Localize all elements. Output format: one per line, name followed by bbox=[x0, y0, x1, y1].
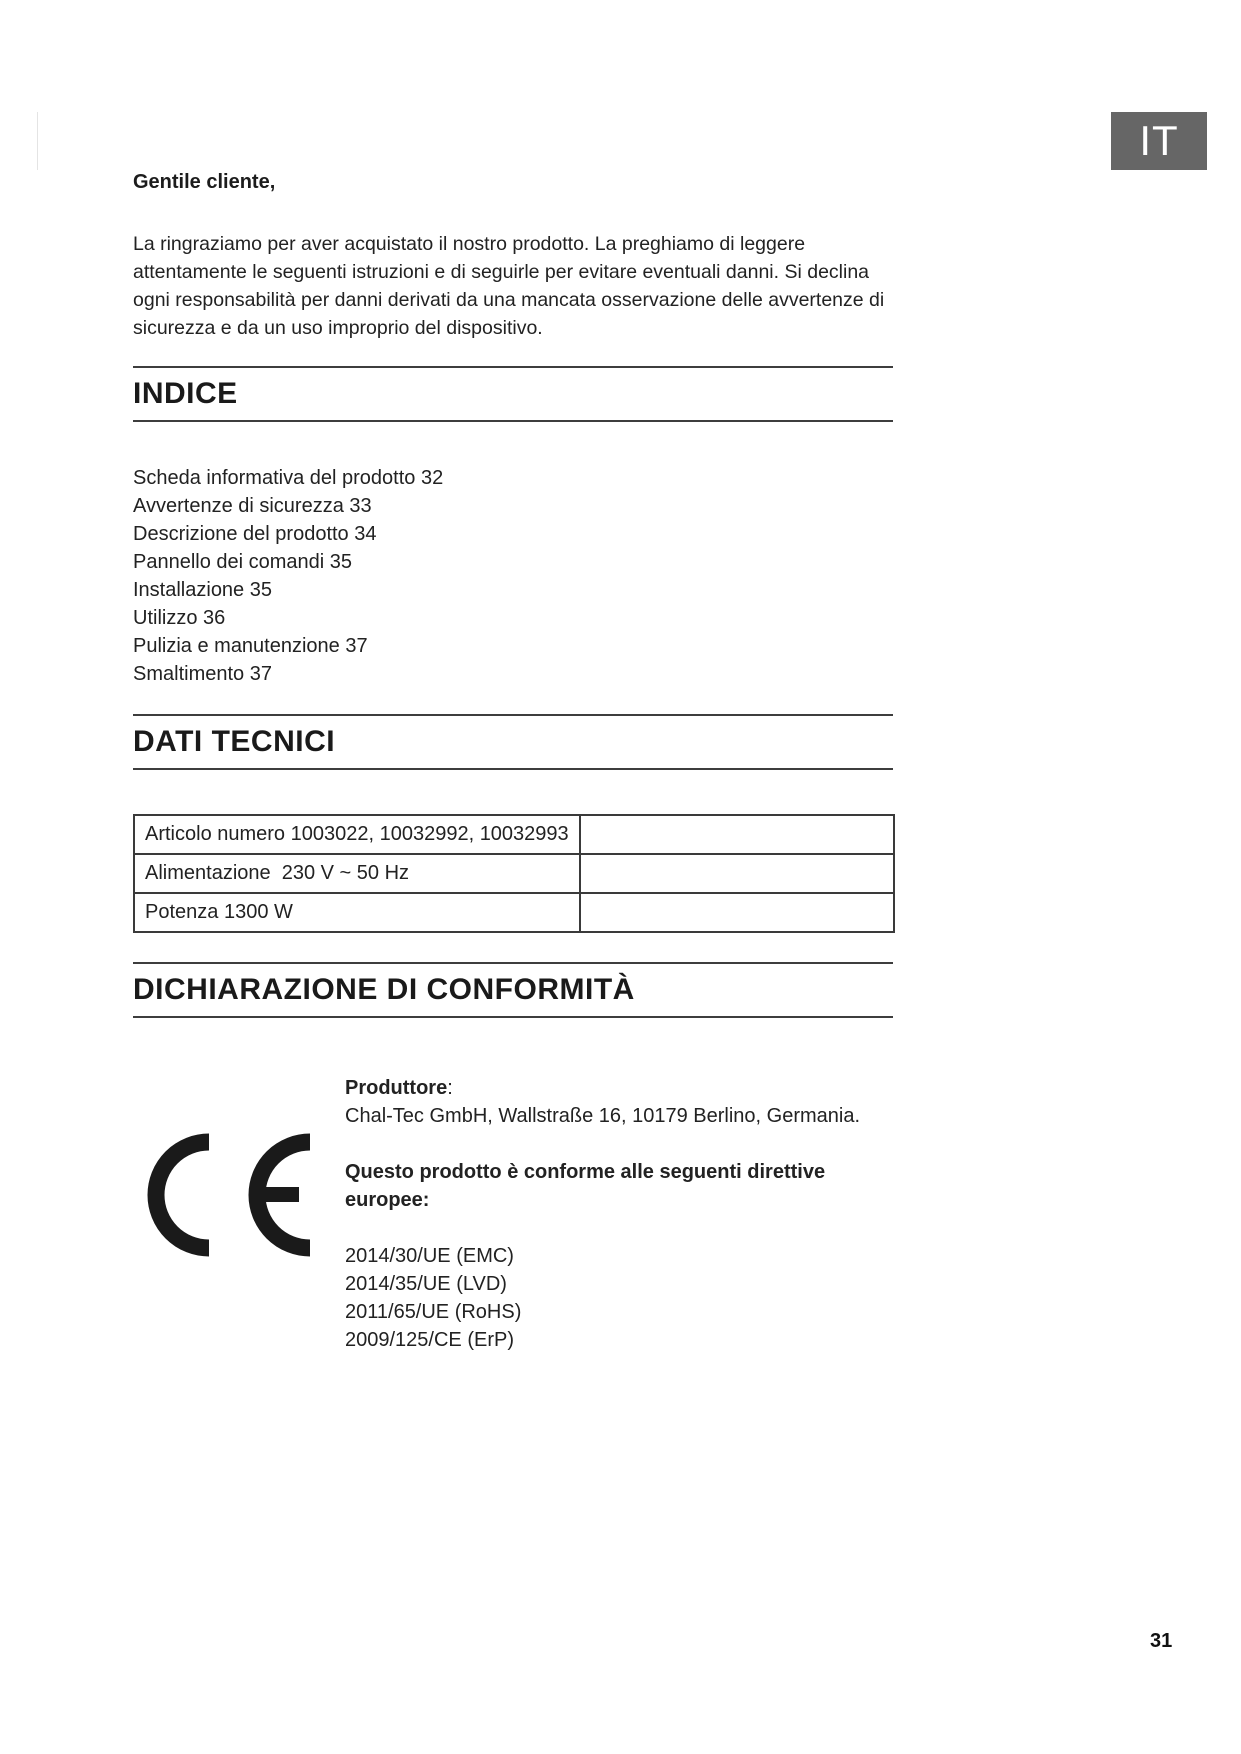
intro-paragraph: La ringraziamo per aver acquistato il nostro prodotto. La preghiamo di leggere attentamente le seguenti istruzioni e di seguirle per evitare eventuali danni. Si declina ogni responsabilità per danni derivati da una mancata osservazione delle avvertenze di sicurezza e da un uso improprio del dispositivo. bbox=[133, 233, 885, 339]
conformity-header bbox=[133, 962, 893, 1018]
toc-item: Installazione 35 bbox=[133, 579, 272, 601]
table-row bbox=[134, 815, 894, 854]
technical-data-table bbox=[133, 814, 895, 933]
conformity-title: DICHIARAZIONE DI CONFORMITÀ bbox=[133, 973, 635, 1006]
directive-item: 2014/35/UE (LVD) bbox=[345, 1273, 507, 1295]
toc-item: Descrizione del prodotto 34 bbox=[133, 523, 377, 545]
toc-item: Scheda informativa del prodotto 32 bbox=[133, 467, 444, 489]
toc-item: Avvertenze di sicurezza 33 bbox=[133, 495, 372, 517]
table-cell bbox=[134, 815, 580, 854]
table-row bbox=[134, 854, 894, 893]
toc-item: Pulizia e manutenzione 37 bbox=[133, 635, 368, 657]
greeting: Gentile cliente, bbox=[133, 171, 276, 193]
page-number: 31 bbox=[1150, 1630, 1173, 1652]
producer-line bbox=[345, 1074, 905, 1102]
margin-rule bbox=[37, 112, 38, 170]
index-title: INDICE bbox=[133, 377, 238, 410]
producer-address: Chal-Tec GmbH, Wallstraße 16, 10179 Berlino, Germania. bbox=[345, 1105, 861, 1127]
ce-mark-icon bbox=[145, 1130, 320, 1260]
directive-item: 2011/65/UE (RoHS) bbox=[345, 1301, 522, 1323]
directive-item: 2009/125/CE (ErP) bbox=[345, 1329, 514, 1351]
index-header bbox=[133, 366, 893, 422]
toc-item: Utilizzo 36 bbox=[133, 607, 226, 629]
directive-item: 2014/30/UE (EMC) bbox=[345, 1245, 514, 1267]
table-cell: Alimentazione 230 V ~ 50 Hz bbox=[134, 854, 580, 893]
table-cell-text: Articolo numero 1003022, 10032992, 10032993 bbox=[145, 823, 569, 845]
table-cell: Potenza 1300 W bbox=[134, 893, 580, 932]
language-tab: IT bbox=[1111, 112, 1207, 170]
directives-intro: Questo prodotto è conforme alle seguenti direttive bbox=[345, 1161, 826, 1183]
technical-data-title: DATI TECNICI bbox=[133, 725, 336, 758]
table-cell bbox=[580, 815, 894, 854]
table-of-contents bbox=[133, 464, 443, 688]
directives-intro-cont: europee: bbox=[345, 1189, 430, 1211]
conformity-details bbox=[345, 1074, 905, 1354]
producer-colon: : bbox=[447, 1077, 453, 1099]
table-cell bbox=[580, 893, 894, 932]
toc-item: Pannello dei comandi 35 bbox=[133, 551, 353, 573]
table-row bbox=[134, 893, 894, 932]
producer-label: Produttore bbox=[345, 1077, 448, 1099]
table-cell bbox=[580, 854, 894, 893]
technical-data-header bbox=[133, 714, 893, 770]
toc-item: Smaltimento 37 bbox=[133, 663, 272, 685]
